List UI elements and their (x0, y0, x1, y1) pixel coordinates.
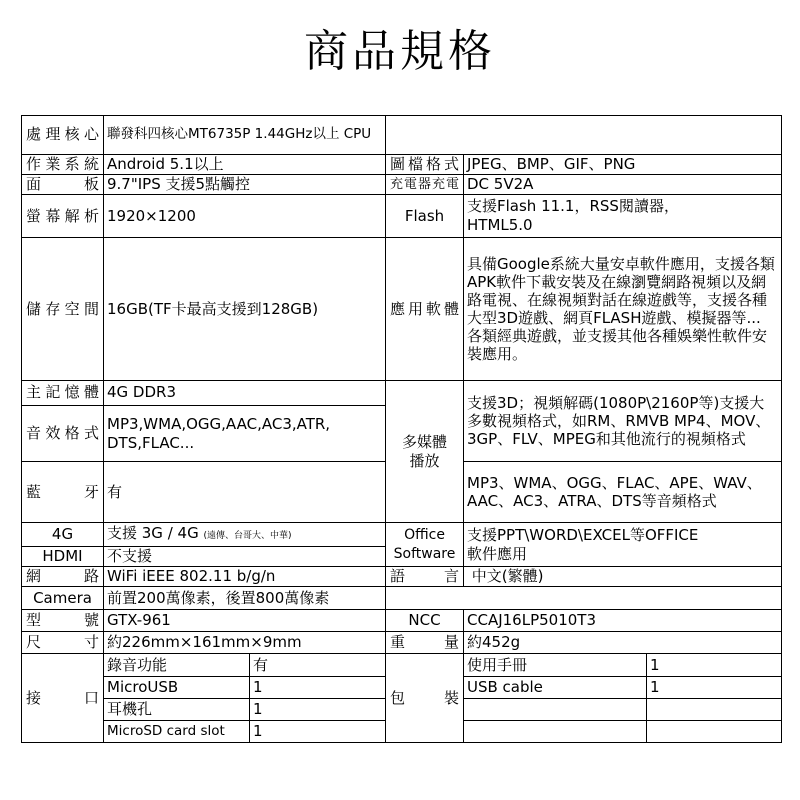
bluetooth-value: 有 (104, 462, 386, 523)
4g-text: 支援 3G / 4G (107, 523, 204, 542)
size-value: 約226mm×161mm×9mm (104, 632, 386, 654)
model-value: GTX-961 (104, 609, 386, 631)
4g-label: 4G (22, 523, 104, 546)
video-format-value: 支援3D；視頻解碼(1080P\2160P等)支援大多數視頻格式，如RM、RMVB MP4、MOV、3GP、FLV、MPEG和其他流行的視頻格式 (464, 381, 782, 462)
os-label: 作業系統 (22, 154, 104, 174)
network-label: 網 路 (22, 567, 104, 587)
apps-label: 應用軟體 (386, 237, 464, 380)
interface-label: 接 口 (22, 654, 104, 743)
package-item-name: USB cable (464, 676, 647, 698)
table-row (22, 587, 782, 609)
office-value: 支援PPT\WORD\EXCEL等OFFICE 軟件應用 (464, 523, 782, 567)
weight-label: 重 量 (386, 632, 464, 654)
table-row (22, 567, 782, 587)
table-row (22, 609, 782, 631)
table-row (22, 174, 782, 194)
audio-value: MP3,WMA,OGG,AAC,AC3,ATR, DTS,FLAC... (104, 405, 386, 462)
4g-value (104, 523, 386, 546)
table-row (22, 116, 782, 155)
weight-value: 約452g (464, 632, 782, 654)
camera-value: 前置200萬像素，後置800萬像素 (104, 587, 386, 609)
hdmi-value: 不支援 (104, 546, 386, 566)
package-item-name: 使用手冊 (464, 654, 647, 676)
4g-carriers: (遠傳、台哥大、中華) (203, 530, 292, 541)
size-label: 尺 寸 (22, 632, 104, 654)
flash-value: 支援Flash 11.1，RSS閱讀器， HTML5.0 (464, 195, 782, 238)
model-label: 型 號 (22, 609, 104, 631)
image-format-value: JPEG、BMP、GIF、PNG (464, 154, 782, 174)
package-item-value: 1 (647, 676, 782, 698)
multimedia-label: 多媒體 播放 (386, 381, 464, 523)
interface-item-value: 1 (250, 699, 386, 721)
audio-format-value: MP3、WMA、OGG、FLAC、APE、WAV、AAC、AC3、ATRA、DTS等音頻格式 (464, 462, 782, 523)
charger-label: 充電器充電 (386, 174, 464, 194)
ncc-label: NCC (386, 609, 464, 631)
cpu-value: 聯發科四核心MT6735P 1.44GHz以上 CPU (104, 116, 386, 155)
image-format-label: 圖檔格式 (386, 154, 464, 174)
interface-item-name: MicroUSB (104, 676, 250, 698)
table-row (22, 195, 782, 238)
table-row (22, 237, 782, 380)
table-row (22, 154, 782, 174)
interface-item-value: 1 (250, 676, 386, 698)
panel-label: 面 板 (22, 174, 104, 194)
interface-item-value: 有 (250, 654, 386, 676)
page-title: 商品規格 (304, 26, 496, 77)
package-item-value (647, 721, 782, 743)
storage-value: 16GB(TF卡最高支援到128GB) (104, 237, 386, 380)
interface-item-name: MicroSD card slot (104, 721, 250, 743)
empty-cell (386, 587, 782, 609)
interface-item-value: 1 (250, 721, 386, 743)
table-row (22, 632, 782, 654)
table-row (22, 523, 782, 546)
interface-item-name: 錄音功能 (104, 654, 250, 676)
network-value: WiFi iEEE 802.11 b/g/n (104, 567, 386, 587)
camera-label: Camera (22, 587, 104, 609)
hdmi-label: HDMI (22, 546, 104, 566)
os-value: Android 5.1以上 (104, 154, 386, 174)
spec-table (21, 115, 782, 743)
cpu-label: 處理核心 (22, 116, 104, 155)
table-row (22, 381, 782, 405)
package-label: 包 裝 (386, 654, 464, 743)
ram-label: 主記憶體 (22, 381, 104, 405)
panel-value: 9.7"IPS 支援5點觸控 (104, 174, 386, 194)
package-item-name (464, 721, 647, 743)
audio-label: 音效格式 (22, 405, 104, 462)
empty-cell (386, 116, 782, 155)
package-item-value (647, 699, 782, 721)
package-item-name (464, 699, 647, 721)
interface-item-name: 耳機孔 (104, 699, 250, 721)
office-label: Office Software (386, 523, 464, 567)
language-label: 語 言 (386, 567, 464, 587)
storage-label: 儲存空間 (22, 237, 104, 380)
charger-value: DC 5V2A (464, 174, 782, 194)
package-item-value: 1 (647, 654, 782, 676)
language-value: 中文(繁體) (464, 567, 782, 587)
ram-value: 4G DDR3 (104, 381, 386, 405)
apps-value: 具備Google系統大量安卓軟件應用，支援各類APK軟件下載安裝及在線瀏覽網路視頻以及網路電視、在線視頻對話在線遊戲等，支援各種大型3D遊戲、網頁FLASH遊戲、模擬器等... 各類經典遊戲，並支援其他各種娛樂性軟件安裝應用。 (464, 237, 782, 380)
table-row (22, 654, 782, 676)
resolution-value: 1920×1200 (104, 195, 386, 238)
resolution-label: 螢幕解析 (22, 195, 104, 238)
ncc-value: CCAJ16LP5010T3 (464, 609, 782, 631)
bluetooth-label: 藍 牙 (22, 462, 104, 523)
flash-label: Flash (386, 195, 464, 238)
